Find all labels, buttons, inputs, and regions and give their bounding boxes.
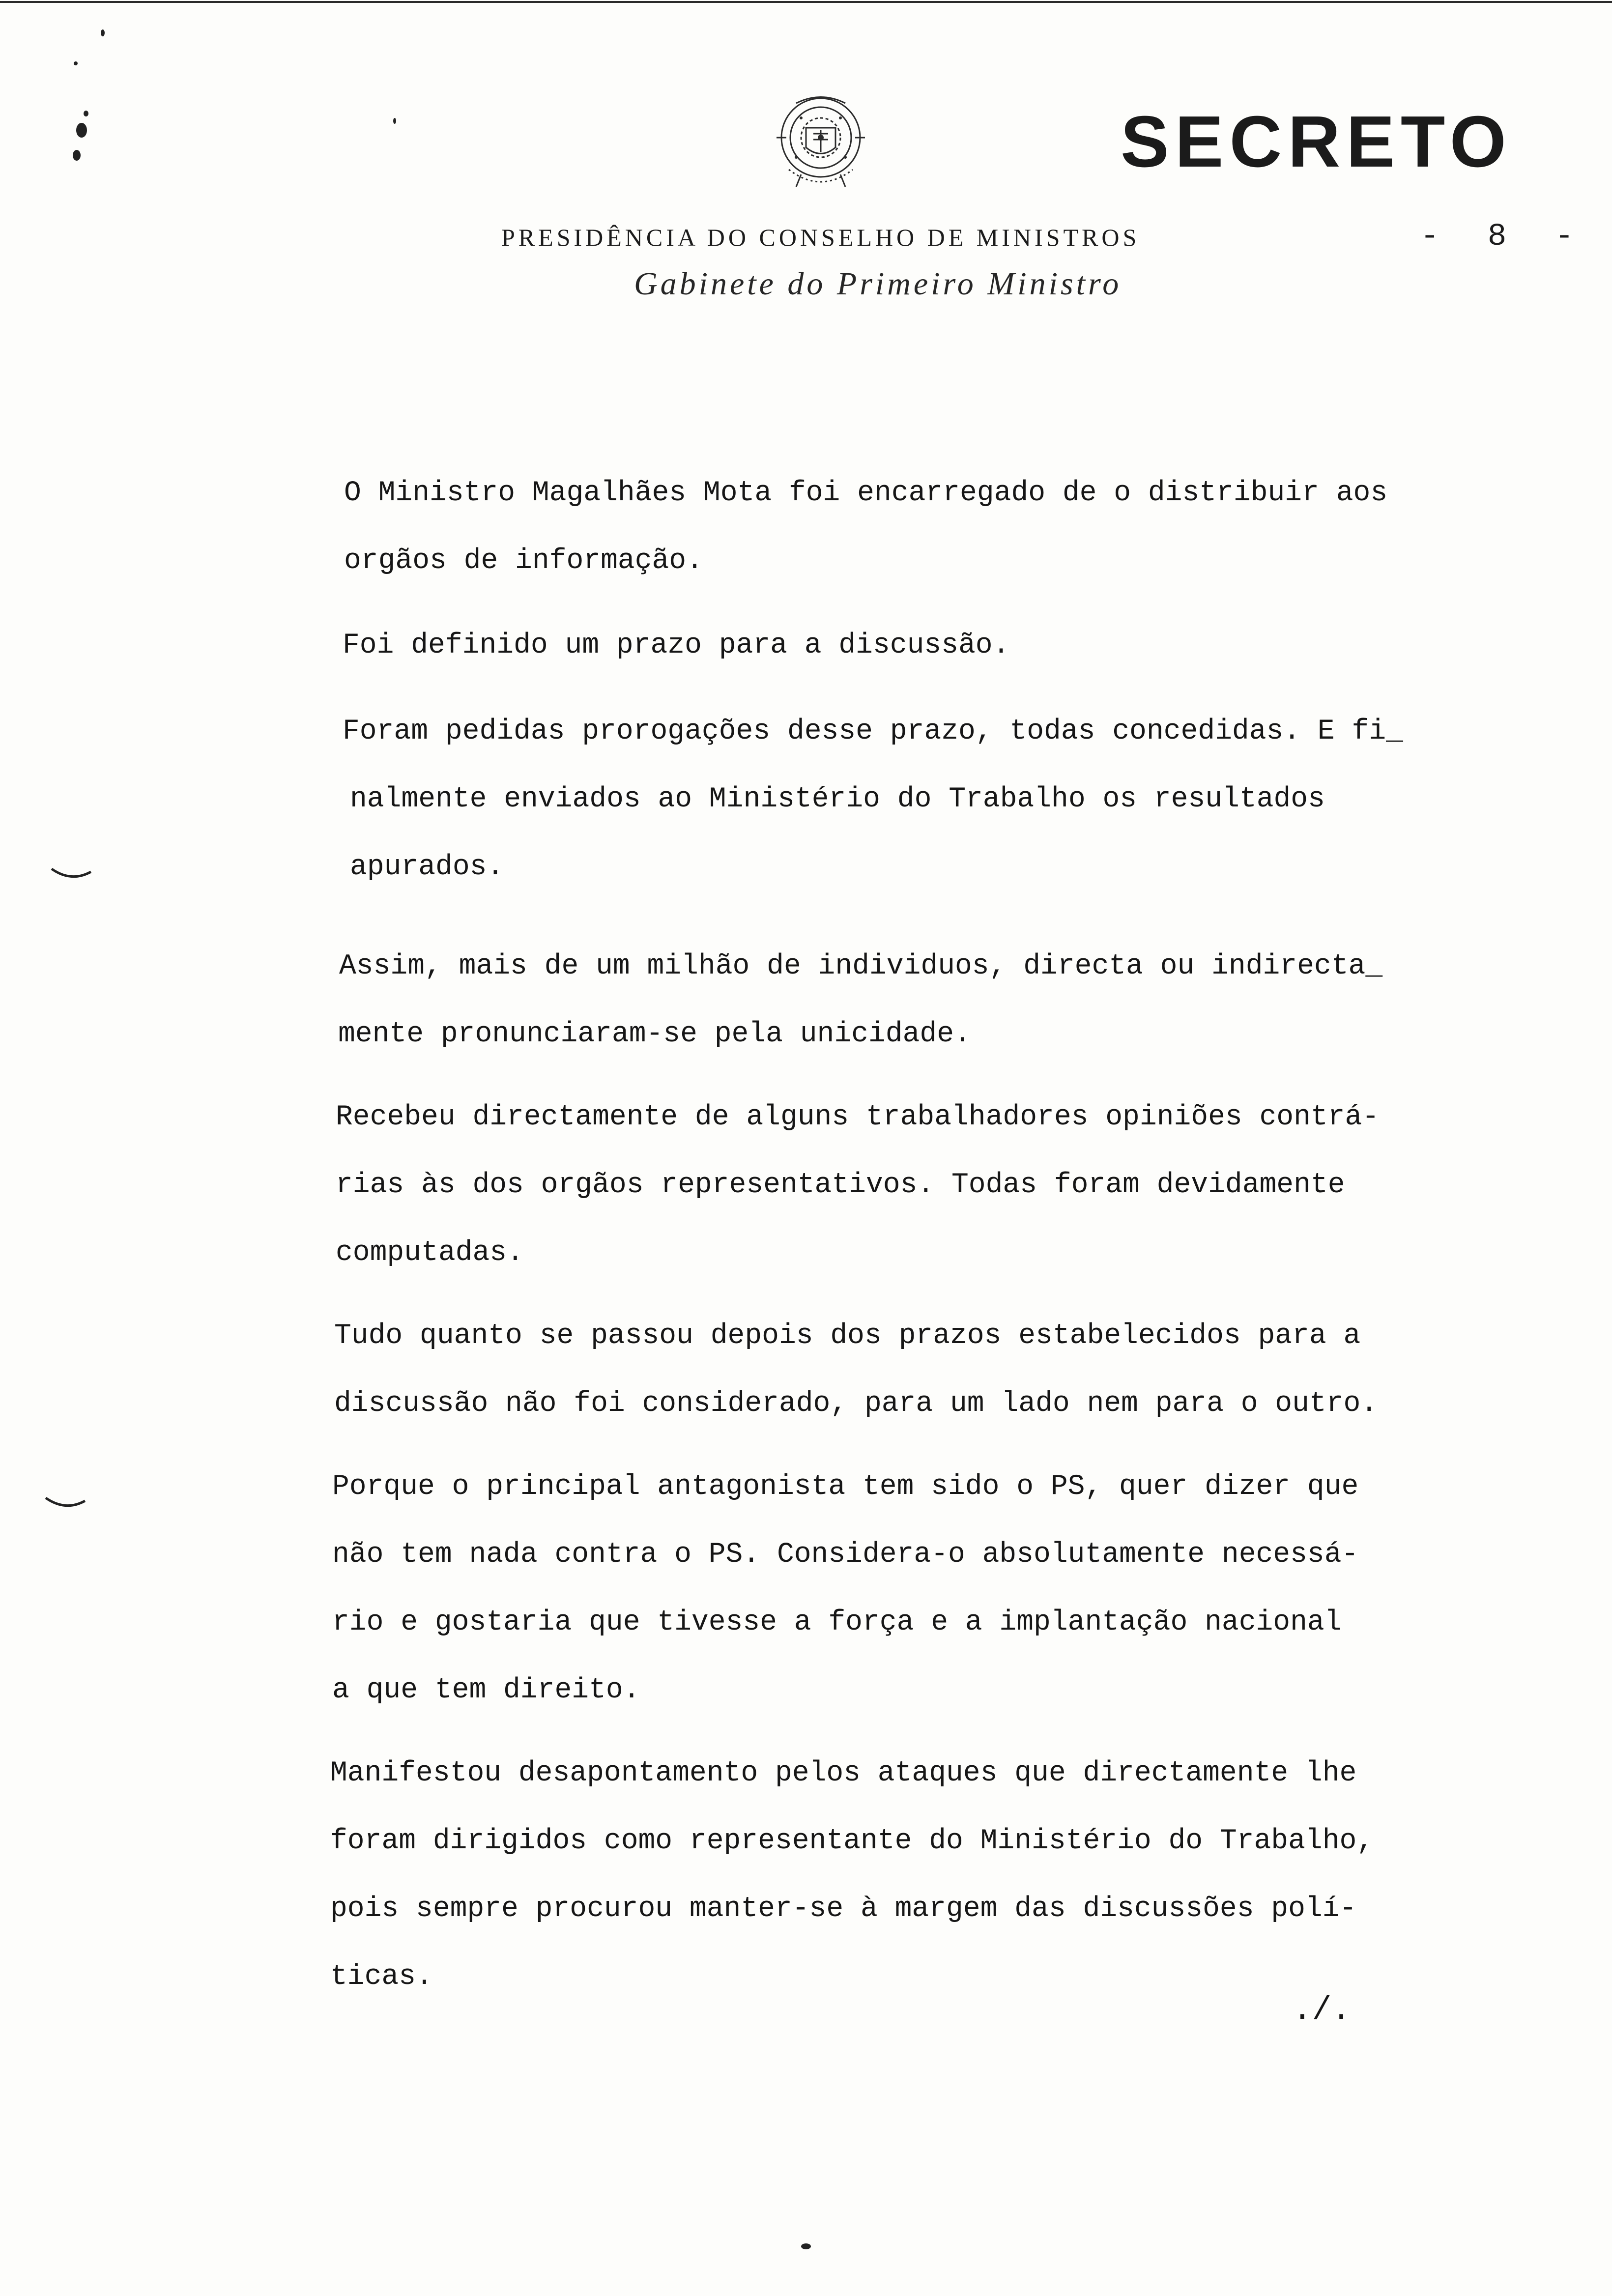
text-line: apurados.: [350, 851, 504, 883]
text-line: Manifestou desapontamento pelos ataques que directamente lhe: [330, 1757, 1357, 1789]
text-line: foram dirigidos como representante do Ministério do Trabalho,: [330, 1825, 1374, 1857]
text-line: Foi definido um prazo para a discussão.: [343, 630, 1010, 661]
text-line: rias às dos orgãos representativos. Todas foram devidamente: [336, 1169, 1345, 1201]
text-line: Recebeu directamente de alguns trabalhadores opiniões contrá-: [336, 1101, 1380, 1133]
text-line: a que tem direito.: [332, 1674, 640, 1706]
text-line: rio e gostaria que tivesse a força e a implantação nacional: [332, 1607, 1342, 1638]
text-line: orgãos de informação.: [344, 545, 703, 577]
text-line: nalmente enviados ao Ministério do Trabalho os resultados: [350, 783, 1325, 815]
scan-speck: [801, 2243, 811, 2249]
text-line: mente pronunciaram-se pela unicidade.: [338, 1018, 971, 1050]
coat-of-arms-seal-icon: [767, 88, 875, 201]
text-line: não tem nada contra o PS. Considera-o absolutamente necessá-: [332, 1539, 1359, 1571]
scan-speck: [84, 111, 88, 116]
text-line: Porque o principal antagonista tem sido o PS, quer dizer que: [332, 1471, 1359, 1503]
scan-speck: [76, 123, 87, 138]
header-subtitle: Gabinete do Primeiro Ministro: [634, 266, 1122, 302]
text-line: O Ministro Magalhães Mota foi encarregado de o distribuir aos: [344, 477, 1388, 509]
text-line: Tudo quanto se passou depois dos prazos estabelecidos para a: [334, 1320, 1361, 1352]
scan-speck: [73, 150, 81, 161]
text-line: pois sempre procurou manter-se à margem das discussões polí-: [330, 1893, 1357, 1925]
text-line: Foram pedidas prorogações desse prazo, todas concedidas. E fi_: [343, 716, 1403, 747]
margin-bracket-icon: [43, 1494, 87, 1514]
page-number: - 8 -: [1420, 219, 1589, 255]
top-edge-rule: [0, 1, 1612, 3]
scan-speck: [101, 29, 105, 36]
scan-speck: [393, 118, 396, 124]
header-title: PRESIDÊNCIA DO CONSELHO DE MINISTROS: [501, 224, 1140, 251]
classification-stamp: SECRETO: [1121, 101, 1512, 182]
text-line: Assim, mais de um milhão de individuos, directa ou indirecta_: [339, 950, 1383, 982]
scan-speck: [74, 61, 78, 65]
text-line: discussão não foi considerado, para um lado nem para o outro.: [334, 1388, 1378, 1420]
text-line: ticas.: [330, 1961, 433, 1993]
continuation-mark: ./.: [1293, 1992, 1351, 2029]
text-line: computadas.: [336, 1237, 524, 1269]
margin-bracket-icon: [49, 865, 93, 885]
